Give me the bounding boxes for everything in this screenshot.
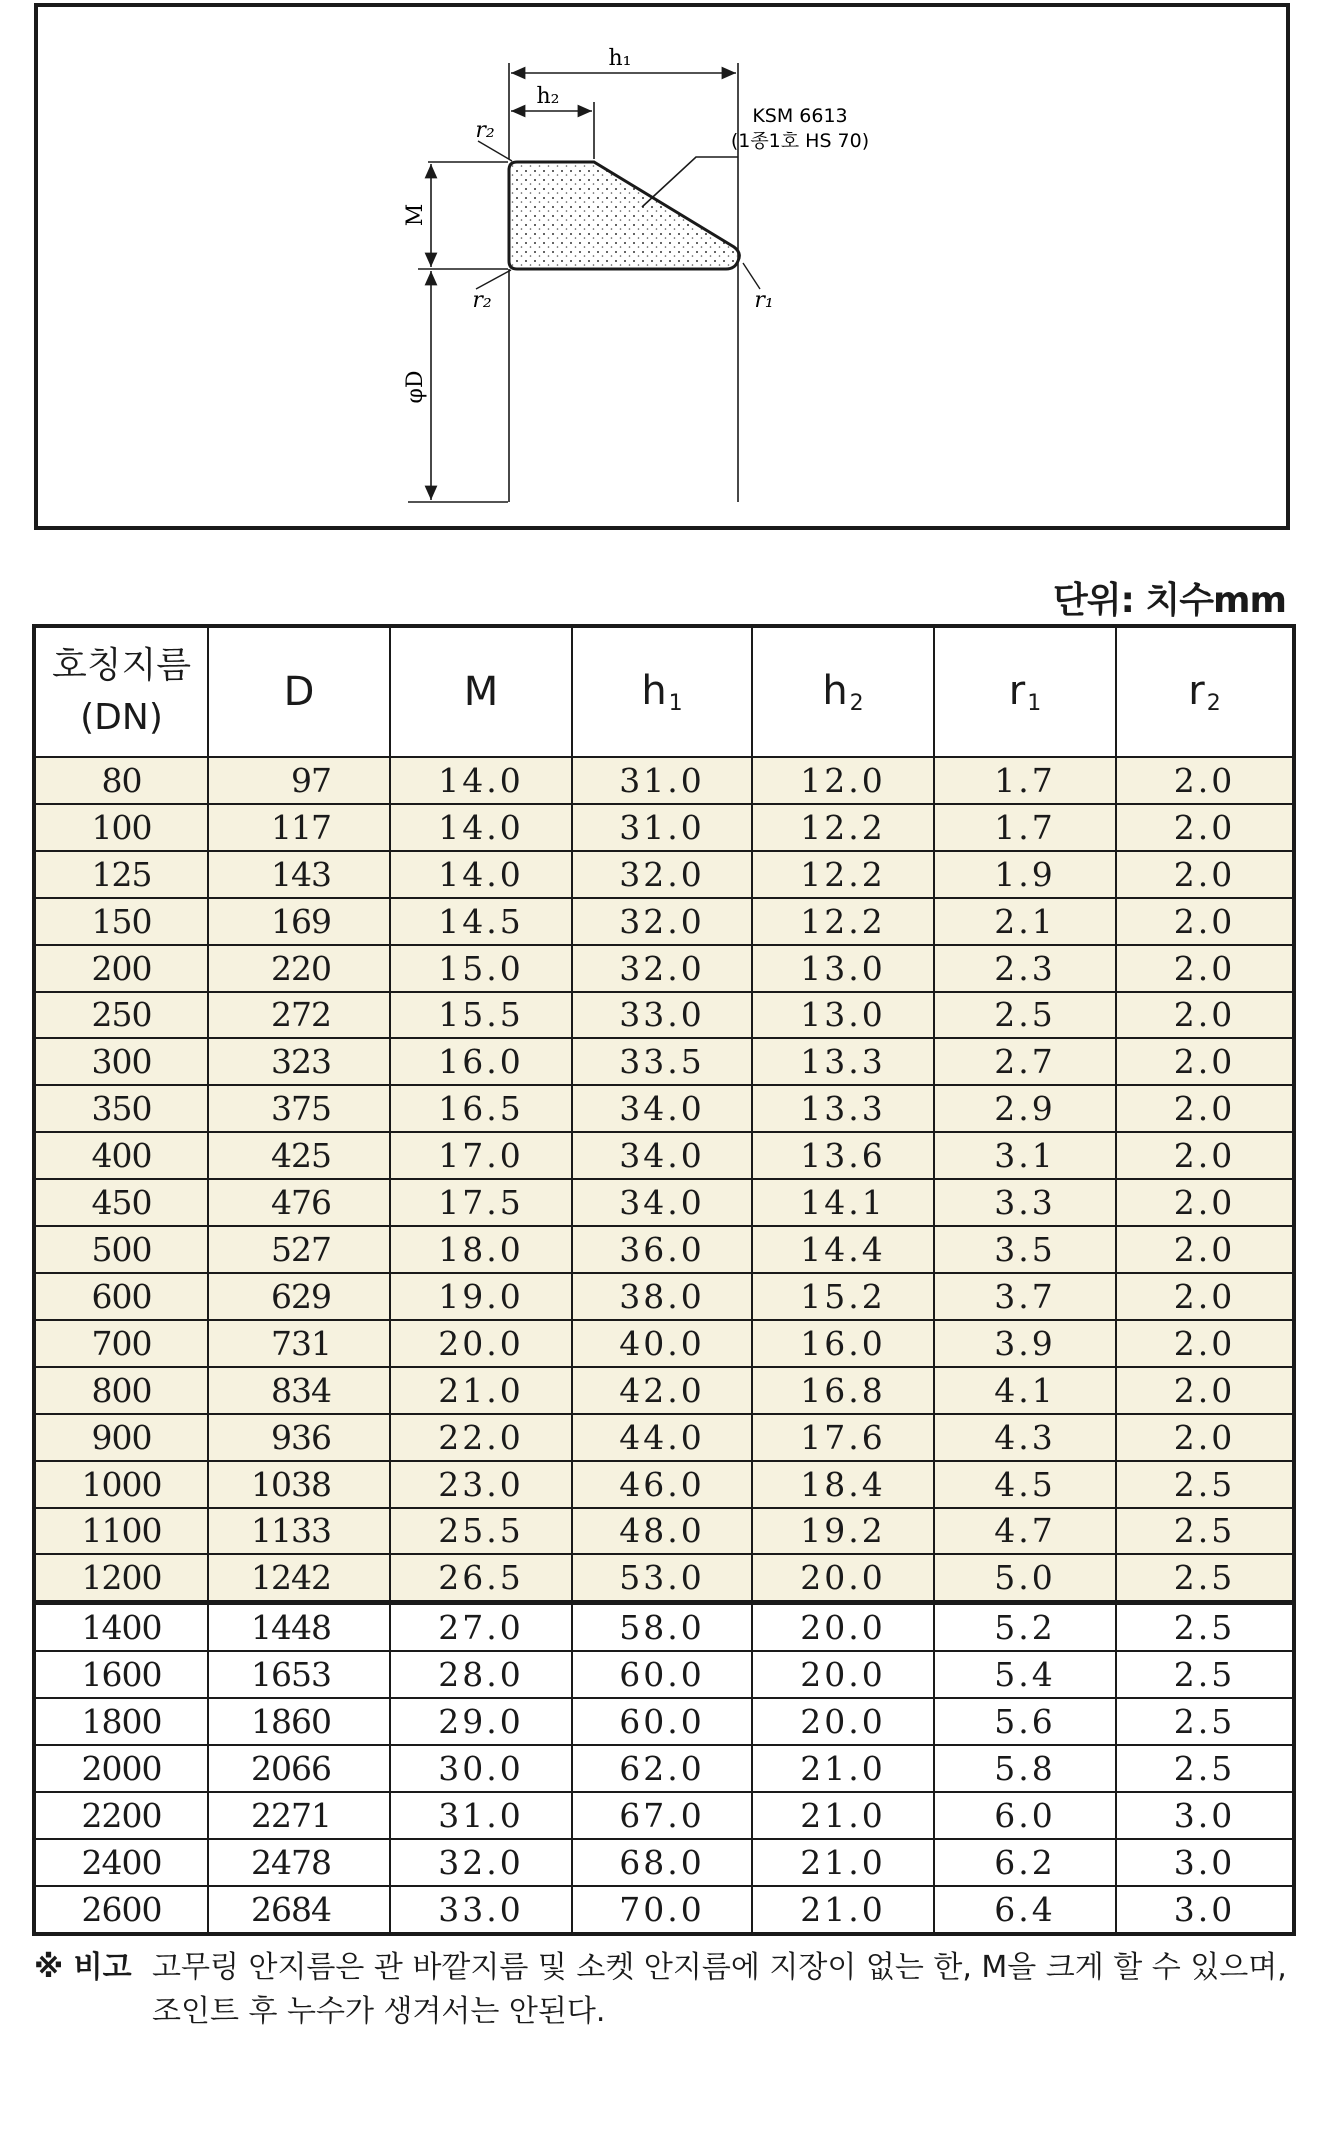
cell-r2: 2.5 [1116,1603,1294,1651]
cell-d: 375 [208,1085,390,1132]
cell-h1: 44.0 [572,1414,752,1461]
cell-r2: 2.0 [1116,945,1294,992]
cell-r2: 2.0 [1116,1367,1294,1414]
cell-h2: 16.0 [752,1320,934,1367]
cell-h2: 12.2 [752,898,934,945]
header-r1 [934,626,1116,757]
cell-r1: 2.1 [934,898,1116,945]
cell-r1: 1.7 [934,804,1116,851]
r2-top-label: r₂ [475,118,495,143]
header-h2-base: h [822,668,848,714]
cell-r2: 2.0 [1116,804,1294,851]
header-dn-line1: 호칭지름 [51,645,192,686]
cell-dn: 150 [34,898,208,945]
table-row [34,757,1294,804]
cell-d: 220 [208,945,390,992]
table-row [34,1179,1294,1226]
cell-r1: 4.1 [934,1367,1116,1414]
cell-r2: 3.0 [1116,1886,1294,1934]
cell-dn: 2200 [34,1792,208,1839]
cell-r1: 4.3 [934,1414,1116,1461]
cell-dn: 450 [34,1179,208,1226]
table-header-row [34,626,1294,757]
cell-r2: 2.0 [1116,1226,1294,1273]
cell-h2: 14.1 [752,1179,934,1226]
cell-r1: 2.3 [934,945,1116,992]
cell-r1: 4.5 [934,1461,1116,1508]
cell-d: 1653 [208,1651,390,1698]
cell-d: 117 [208,804,390,851]
header-h1-sub: 1 [668,691,683,716]
table-row [34,1038,1294,1085]
cell-r1: 6.0 [934,1792,1116,1839]
table-row [34,992,1294,1039]
cell-m: 14.0 [390,851,572,898]
table-row [34,898,1294,945]
cell-h2: 20.0 [752,1554,934,1602]
cell-d: 425 [208,1132,390,1179]
cell-h2: 12.0 [752,757,934,804]
table-row [34,1132,1294,1179]
cell-m: 14.5 [390,898,572,945]
header-r1-base: r [1008,668,1026,714]
cell-h2: 20.0 [752,1698,934,1745]
header-r1-sub: 1 [1027,691,1042,716]
cell-h1: 34.0 [572,1132,752,1179]
cell-m: 28.0 [390,1651,572,1698]
header-r2 [1116,626,1294,757]
cell-d: 1242 [208,1554,390,1602]
cell-dn: 350 [34,1085,208,1132]
cell-dn: 400 [34,1132,208,1179]
table-row [34,1508,1294,1555]
cell-h2: 18.4 [752,1461,934,1508]
gasket-figure [34,3,1290,530]
cell-dn: 300 [34,1038,208,1085]
header-nominal-diameter [34,626,208,757]
cell-h1: 58.0 [572,1603,752,1651]
cell-m: 17.5 [390,1179,572,1226]
cell-r1: 3.1 [934,1132,1116,1179]
header-h2-sub: 2 [849,691,864,716]
material-grade-label: (1종1호 HS 70) [730,130,870,152]
cell-m: 16.0 [390,1038,572,1085]
cell-h2: 14.4 [752,1226,934,1273]
gasket-profile [509,162,739,269]
header-h1-base: h [641,668,667,714]
cell-dn: 2000 [34,1745,208,1792]
cell-m: 31.0 [390,1792,572,1839]
cell-d: 323 [208,1038,390,1085]
cell-h2: 15.2 [752,1273,934,1320]
table-row [34,1273,1294,1320]
cell-h1: 60.0 [572,1698,752,1745]
remark-note [34,1946,1294,2034]
table-row [34,1554,1294,1602]
table-row [34,1320,1294,1367]
cell-r2: 2.0 [1116,1179,1294,1226]
cell-d: 1038 [208,1461,390,1508]
table-row [34,1603,1294,1651]
header-r2-base: r [1188,668,1205,714]
cell-h2: 21.0 [752,1886,934,1934]
cell-h1: 32.0 [572,851,752,898]
cell-h1: 40.0 [572,1320,752,1367]
dimension-table [32,624,1296,1936]
cell-m: 15.0 [390,945,572,992]
cell-m: 14.0 [390,804,572,851]
cell-dn: 80 [34,757,208,804]
cell-d: 169 [208,898,390,945]
cell-h1: 31.0 [572,757,752,804]
r2-bottom-label: r₂ [472,288,492,313]
table-row [34,1886,1294,1934]
table-row [34,1085,1294,1132]
m-label: M [403,203,428,227]
cell-h1: 60.0 [572,1651,752,1698]
cell-d: 527 [208,1226,390,1273]
cell-dn: 800 [34,1367,208,1414]
header-h1 [572,626,752,757]
table-row [34,804,1294,851]
header-dn-line2: (DN) [80,697,163,738]
cell-h1: 34.0 [572,1085,752,1132]
cell-h2: 21.0 [752,1839,934,1886]
cell-r2: 2.0 [1116,1414,1294,1461]
cell-h2: 21.0 [752,1745,934,1792]
note-text-1: 고무링 안지름은 관 바깥지름 및 소켓 안지름에 지장이 없는 한, M을 크게 할 수 있으며, [152,1950,1287,1985]
cell-m: 17.0 [390,1132,572,1179]
cell-m: 32.0 [390,1839,572,1886]
cell-r2: 2.5 [1116,1651,1294,1698]
cell-r1: 2.7 [934,1038,1116,1085]
cell-h1: 31.0 [572,804,752,851]
h2-label: h₂ [536,84,560,109]
cell-dn: 2600 [34,1886,208,1934]
cell-r2: 3.0 [1116,1839,1294,1886]
table-row [34,1792,1294,1839]
cell-dn: 250 [34,992,208,1039]
cell-d: 476 [208,1179,390,1226]
cell-h2: 13.0 [752,992,934,1039]
cell-d: 272 [208,992,390,1039]
cell-d: 1133 [208,1508,390,1555]
cell-h1: 34.0 [572,1179,752,1226]
cell-d: 2066 [208,1745,390,1792]
cell-d: 2271 [208,1792,390,1839]
h1-label: h₁ [608,46,632,71]
cell-h1: 46.0 [572,1461,752,1508]
cell-m: 33.0 [390,1886,572,1934]
table-row [34,945,1294,992]
note-mark: ※ 비고 [34,1950,132,1985]
cell-h1: 42.0 [572,1367,752,1414]
cell-h1: 38.0 [572,1273,752,1320]
cell-dn: 600 [34,1273,208,1320]
cell-h2: 13.3 [752,1085,934,1132]
cell-r1: 3.5 [934,1226,1116,1273]
cell-r2: 2.0 [1116,757,1294,804]
cell-r1: 1.9 [934,851,1116,898]
cell-dn: 125 [34,851,208,898]
cell-m: 27.0 [390,1603,572,1651]
header-m: M [390,626,572,757]
cell-r2: 2.0 [1116,992,1294,1039]
table-row [34,1461,1294,1508]
cell-r2: 2.5 [1116,1745,1294,1792]
cell-r2: 2.0 [1116,898,1294,945]
cell-d: 1860 [208,1698,390,1745]
cell-r1: 4.7 [934,1508,1116,1555]
cell-h2: 13.3 [752,1038,934,1085]
cell-r1: 2.5 [934,992,1116,1039]
table-row [34,851,1294,898]
table-row [34,1651,1294,1698]
cell-h2: 12.2 [752,804,934,851]
cell-h1: 70.0 [572,1886,752,1934]
cell-dn: 700 [34,1320,208,1367]
table-row [34,1226,1294,1273]
cell-dn: 1100 [34,1508,208,1555]
cell-r1: 5.6 [934,1698,1116,1745]
table-row [34,1698,1294,1745]
diameter-label: φD [403,370,428,404]
cell-r1: 1.7 [934,757,1116,804]
cell-r1: 6.2 [934,1839,1116,1886]
table-row [34,1839,1294,1886]
cell-m: 29.0 [390,1698,572,1745]
cell-r1: 5.8 [934,1745,1116,1792]
cell-r2: 2.5 [1116,1461,1294,1508]
cell-m: 19.0 [390,1273,572,1320]
cell-h1: 32.0 [572,945,752,992]
cell-dn: 2400 [34,1839,208,1886]
cell-r2: 2.0 [1116,1132,1294,1179]
cell-dn: 1800 [34,1698,208,1745]
cell-h1: 33.0 [572,992,752,1039]
cell-r2: 2.5 [1116,1554,1294,1602]
gasket-cross-section-diagram [38,7,1286,526]
header-d: D [208,626,390,757]
cell-r2: 2.5 [1116,1508,1294,1555]
cell-m: 18.0 [390,1226,572,1273]
cell-r1: 6.4 [934,1886,1116,1934]
cell-h2: 20.0 [752,1603,934,1651]
cell-dn: 900 [34,1414,208,1461]
cell-h2: 16.8 [752,1367,934,1414]
cell-h2: 19.2 [752,1508,934,1555]
cell-m: 22.0 [390,1414,572,1461]
cell-h1: 48.0 [572,1508,752,1555]
table-body [34,757,1294,1934]
cell-r2: 2.5 [1116,1698,1294,1745]
note-text-2: 조인트 후 누수가 생겨서는 안된다. [152,1994,606,2029]
cell-h1: 33.5 [572,1038,752,1085]
table-row [34,1745,1294,1792]
cell-h1: 68.0 [572,1839,752,1886]
cell-h1: 32.0 [572,898,752,945]
cell-d: 1448 [208,1603,390,1651]
cell-h1: 53.0 [572,1554,752,1602]
cell-d: 2478 [208,1839,390,1886]
cell-h2: 12.2 [752,851,934,898]
cell-r2: 2.0 [1116,1038,1294,1085]
cell-r2: 3.0 [1116,1792,1294,1839]
cell-r1: 2.9 [934,1085,1116,1132]
cell-dn: 200 [34,945,208,992]
cell-r2: 2.0 [1116,1085,1294,1132]
cell-r1: 5.0 [934,1554,1116,1602]
cell-d: 936 [208,1414,390,1461]
cell-m: 20.0 [390,1320,572,1367]
cell-r2: 2.0 [1116,851,1294,898]
material-spec-label: KSM 6613 [752,105,848,127]
cell-r1: 5.2 [934,1603,1116,1651]
cell-m: 26.5 [390,1554,572,1602]
cell-h1: 62.0 [572,1745,752,1792]
cell-h1: 67.0 [572,1792,752,1839]
cell-dn: 1200 [34,1554,208,1602]
cell-r2: 2.0 [1116,1320,1294,1367]
cell-r1: 3.3 [934,1179,1116,1226]
cell-dn: 100 [34,804,208,851]
cell-h2: 21.0 [752,1792,934,1839]
cell-r1: 3.7 [934,1273,1116,1320]
cell-m: 23.0 [390,1461,572,1508]
cell-d: 834 [208,1367,390,1414]
cell-r2: 2.0 [1116,1273,1294,1320]
note-line-1 [34,1946,1294,1990]
cell-m: 14.0 [390,757,572,804]
cell-m: 21.0 [390,1367,572,1414]
cell-dn: 1400 [34,1603,208,1651]
header-r2-sub: 2 [1206,691,1221,716]
cell-d: 97 [208,757,390,804]
cell-dn: 1600 [34,1651,208,1698]
cell-h2: 13.6 [752,1132,934,1179]
cell-h2: 17.6 [752,1414,934,1461]
cell-r1: 5.4 [934,1651,1116,1698]
table-row [34,1414,1294,1461]
table-row [34,1367,1294,1414]
r1-label: r₁ [754,288,774,313]
cell-m: 15.5 [390,992,572,1039]
cell-d: 731 [208,1320,390,1367]
cell-dn: 500 [34,1226,208,1273]
cell-h2: 13.0 [752,945,934,992]
header-h2 [752,626,934,757]
cell-d: 143 [208,851,390,898]
cell-m: 25.5 [390,1508,572,1555]
cell-m: 30.0 [390,1745,572,1792]
cell-m: 16.5 [390,1085,572,1132]
cell-d: 629 [208,1273,390,1320]
unit-label: 단위: 치수mm [1052,580,1286,621]
cell-h2: 20.0 [752,1651,934,1698]
cell-dn: 1000 [34,1461,208,1508]
cell-d: 2684 [208,1886,390,1934]
cell-h1: 36.0 [572,1226,752,1273]
cell-r1: 3.9 [934,1320,1116,1367]
